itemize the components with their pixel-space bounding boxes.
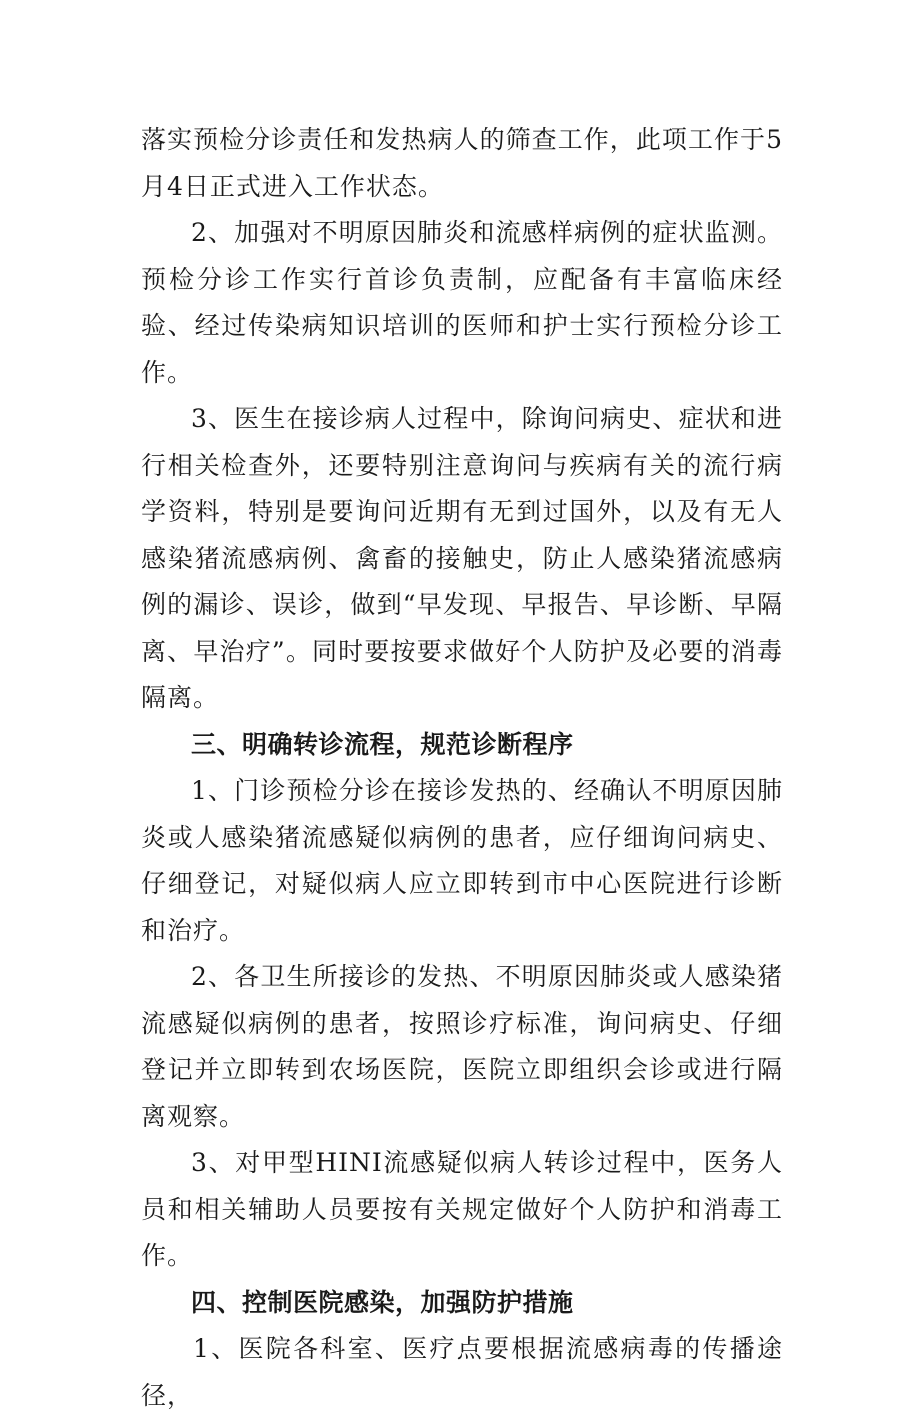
paragraph-item: 2、加强对不明原因肺炎和流感样病例的症状监测。预检分诊工作实行首诊负责制，应配备有丰富临床经验、经过传染病知识培训的医师和护士实行预检分诊工作。 xyxy=(141,218,783,387)
document-body xyxy=(141,117,783,1419)
paragraph-item: 3、医生在接诊病人过程中，除询问病史、症状和进行相关检查外，还要特别注意询问与疾病有关的流行病学资料，特别是要询问近期有无到过国外，以及有无人感染猪流感病例、禽畜的接触史，防止人感染猪流感病例的漏诊、误诊，做到“早发现、早报告、早诊断、早隔离、早治疗”。同时要按要求做好个人防护及必要的消毒隔离。 xyxy=(141,404,783,712)
paragraph-item: 3、对甲型HINI流感疑似病人转诊过程中，医务人员和相关辅助人员要按有关规定做好个人防护和消毒工作。 xyxy=(141,1148,783,1270)
paragraph-continuation: 落实预检分诊责任和发热病人的筛查工作，此项工作于5月4日正式进入工作状态。 xyxy=(141,125,783,201)
paragraph-item: 1、医院各科室、医疗点要根据流感病毒的传播途径， xyxy=(141,1334,783,1410)
section-heading: 三、明确转诊流程，规范诊断程序 xyxy=(191,729,574,759)
paragraph-item: 2、各卫生所接诊的发热、不明原因肺炎或人感染猪流感疑似病例的患者，按照诊疗标准，询问病史、仔细登记并立即转到农场医院，医院立即组织会诊或进行隔离观察。 xyxy=(141,962,783,1131)
paragraph-item: 1、门诊预检分诊在接诊发热的、经确认不明原因肺炎或人感染猪流感疑似病例的患者，应仔细询问病史、仔细登记，对疑似病人应立即转到市中心医院进行诊断和治疗。 xyxy=(141,776,783,945)
section-heading: 四、控制医院感染，加强防护措施 xyxy=(191,1287,574,1317)
